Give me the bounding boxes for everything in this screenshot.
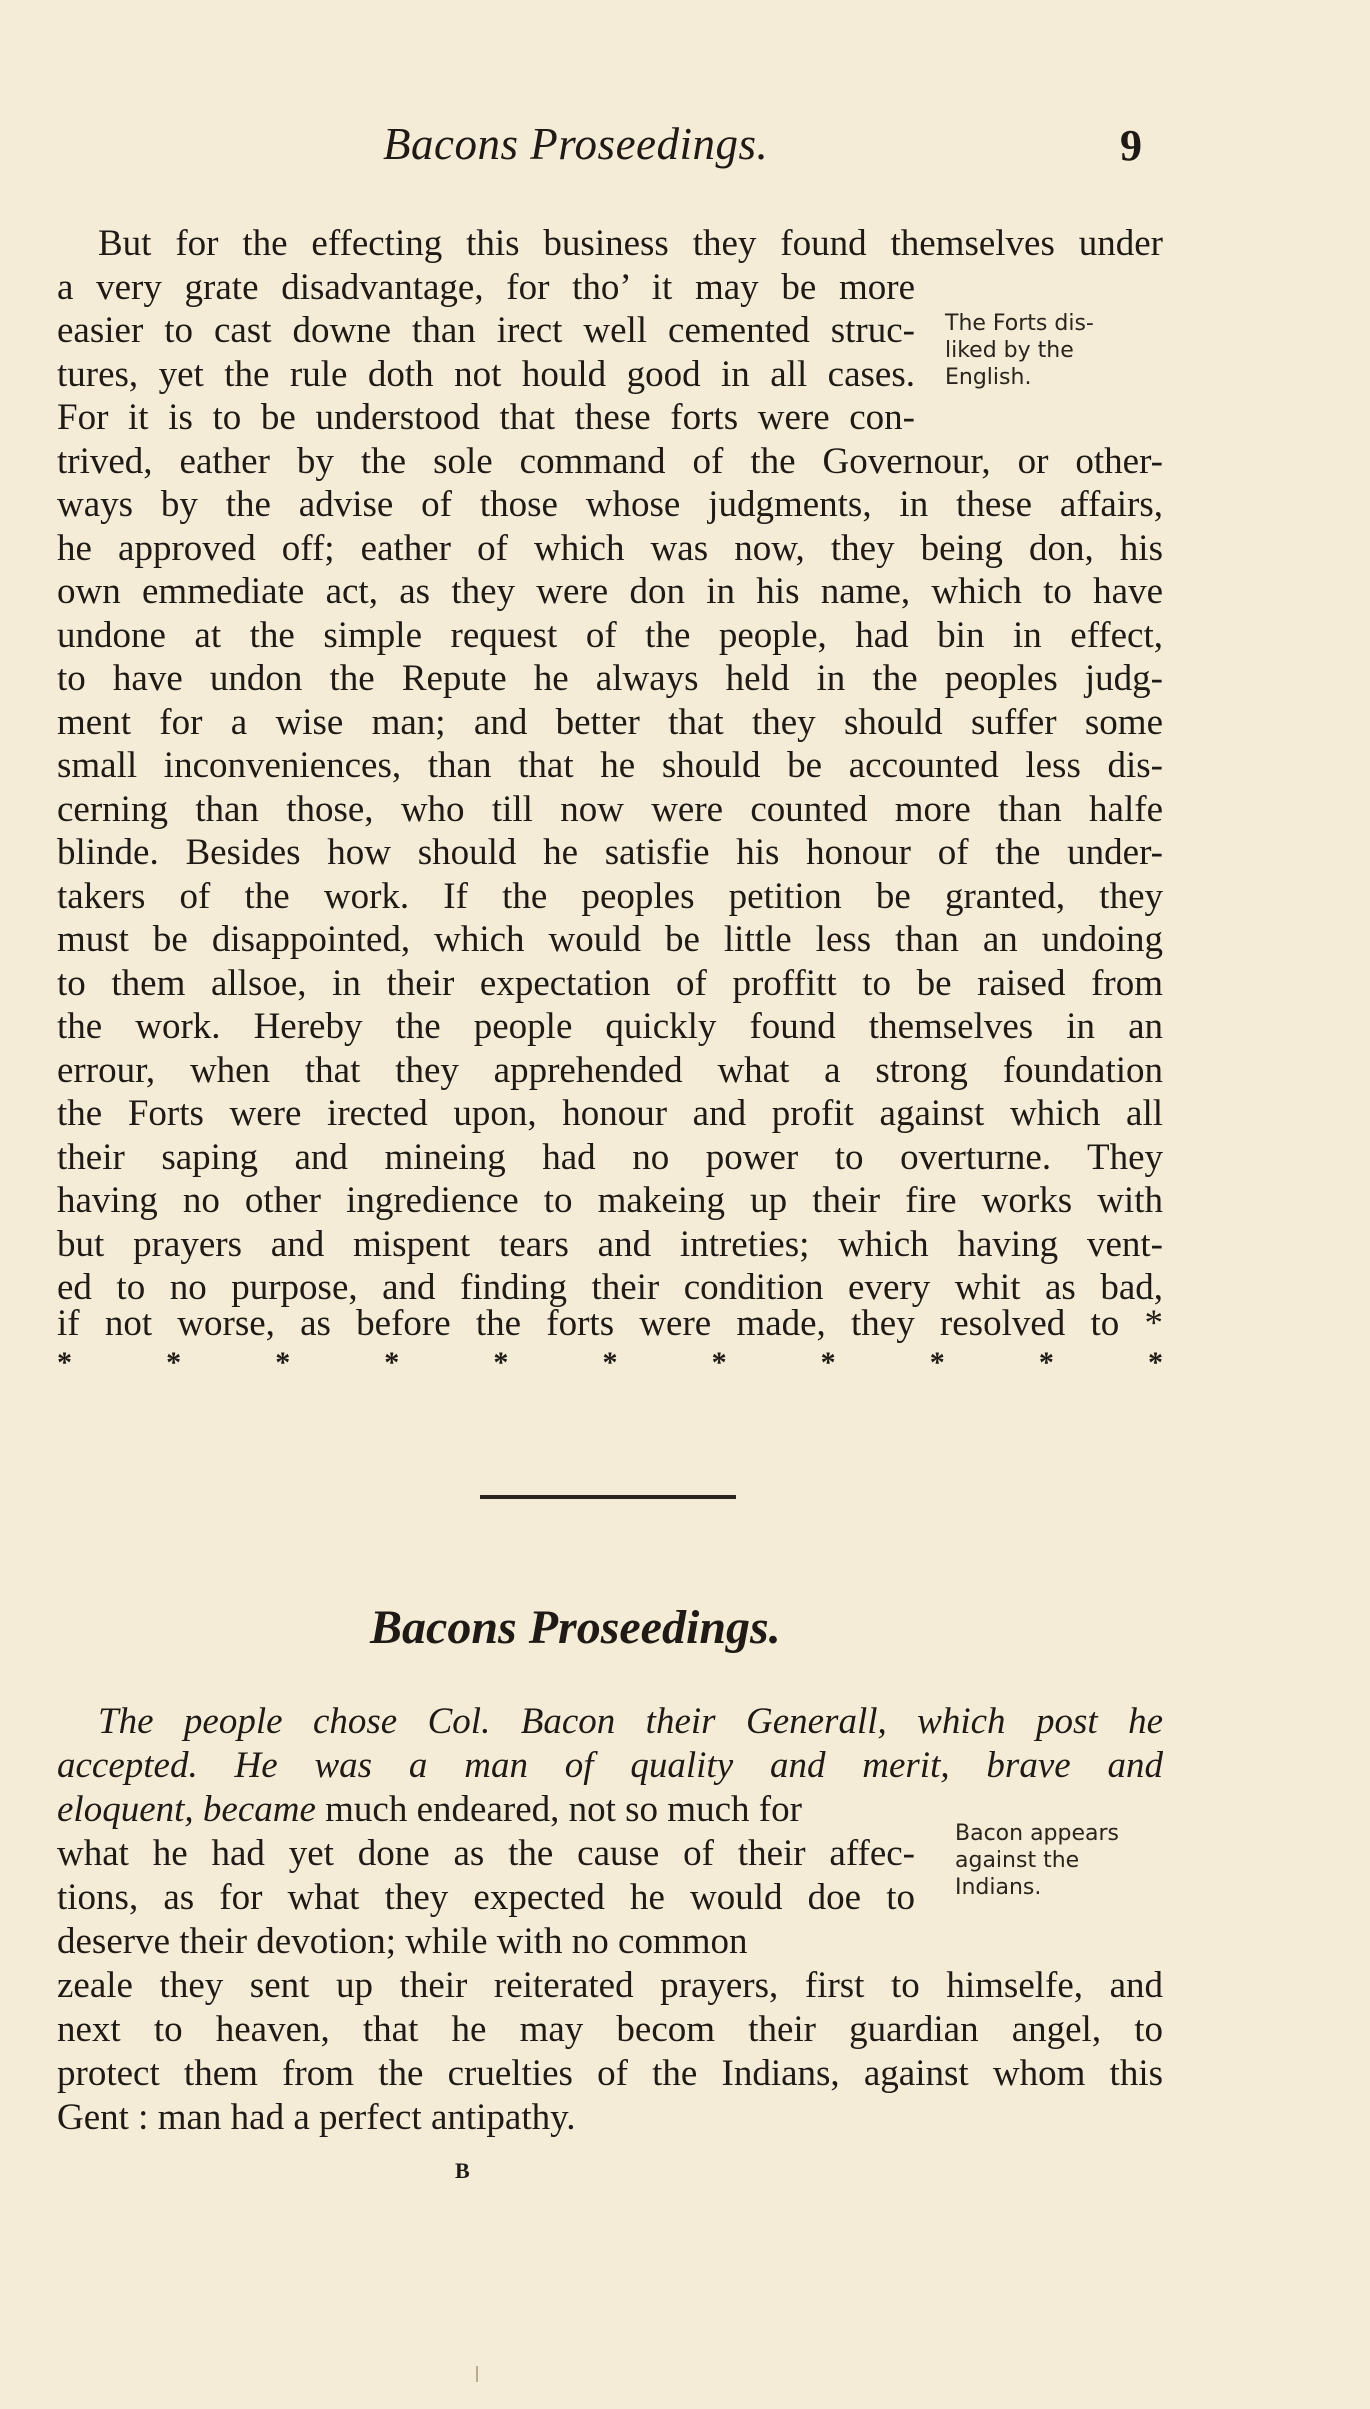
text-line: undone at the simple request of the people, had bin in effect, [57,614,1163,656]
text-line: to have undon the Repute he always held in the peoples judg- [57,658,1163,699]
text-line: tions, as for what they expected he would doe to [57,1877,915,1918]
page-number: 9 [1120,121,1142,170]
marginal-line: Indians. [955,1875,1042,1900]
text-line: he approved off; eather of which was now, they being don, his [57,527,1163,569]
text-line: cerning than those, who till now were counted more than halfe [57,788,1163,830]
text-line: ment for a wise man; and better that they should suffer some [57,701,1163,743]
section-heading: Bacons Proseedings. [370,1601,781,1654]
text-line: zeale they sent up their reiterated prayers, first to himselfe, and [57,1965,1163,2006]
marginal-line: liked by the [945,338,1074,363]
asterisk: * [275,1346,291,1379]
text-line: next to heaven, that he may becom their guardian angel, to [57,2009,1163,2050]
text-line: tures, yet the rule doth not hould good in all cases. [57,353,915,395]
text-line: Gent : man had a perfect antipathy. [57,2097,576,2138]
text-line: must be disappointed, which would be little less than an undoing [57,919,1163,960]
text-line: easier to cast downe than irect well cemented struc- [57,310,915,351]
italic-run: eloquent, became [57,1789,316,1830]
text-line: having no other ingredience to makeing up their fire works with [57,1180,1163,1221]
text-line: accepted. He was a man of quality and merit, brave and [57,1745,1163,1786]
text-line: their saping and mineing had no power to overturne. They [57,1136,1163,1178]
asterisk: * [1147,1346,1163,1379]
roman-run: much endeared, not so much for [315,1789,802,1830]
text-line: own emmediate act, as they were don in his name, which to have [57,571,1163,612]
running-title: Bacons Proseedings. [383,119,769,169]
text-line: errour, when that they apprehended what a strong foundation [57,1049,1163,1091]
marginal-line: English. [945,365,1032,390]
text-line: deserve their devotion; while with no common [57,1921,748,1962]
asterisk: * [57,1346,72,1379]
section-divider [480,1495,736,1499]
asterisk: * [711,1346,727,1379]
marginal-note-forts [945,310,1094,391]
text-line: ways by the advise of those whose judgments, in these affairs, [57,484,1163,525]
text-line: For it is to be understood that these forts were con- [57,397,915,438]
asterisk: * [929,1346,945,1379]
text-line: a very grate disadvantage, for tho’ it may be more [57,266,915,308]
text-line: protect them from the cruelties of the Indians, against whom this [57,2053,1163,2094]
text-line [57,1788,915,1832]
text-line: trived, eather by the sole command of the Governour, or other- [57,440,1163,482]
stray-ink-mark [476,2366,478,2382]
marginal-line: The Forts dis- [945,311,1094,336]
text-line: ed to no purpose, and finding their condition every whit as bad, [57,1267,1163,1308]
text-line: The people chose Col. Bacon their Generall, which post he [98,1701,1163,1742]
marginal-note-bacon [955,1820,1119,1901]
text-line: what he had yet done as the cause of their affec- [57,1833,915,1874]
signature-mark: B [455,2158,471,2183]
text-line: but prayers and mispent tears and intreties; which having vent- [57,1223,1163,1265]
asterisk: * [166,1346,182,1379]
text-line: blinde. Besides how should he satisfie his honour of the under- [57,832,1163,873]
asterisk: * [384,1346,400,1379]
asterisk: * [820,1346,836,1379]
star-row [57,1346,1163,1380]
text-line: the Forts were irected upon, honour and profit against which all [57,1093,1163,1134]
asterisk: * [602,1346,618,1379]
marginal-line: against the [955,1848,1080,1873]
asterisk: * [1038,1346,1054,1379]
marginal-line: Bacon appears [955,1821,1120,1846]
text-line: to them allsoe, in their expectation of proffitt to be raised from [57,962,1163,1004]
asterisk: * [493,1346,509,1379]
text-line: if not worse, as before the forts were made, they resolved to * [57,1303,1163,1344]
text-line: small inconveniences, than that he should be accounted less dis- [57,745,1163,786]
text-line: But for the effecting this business they found themselves under [98,223,1163,264]
text-line: takers of the work. If the peoples petition be granted, they [57,875,1163,917]
text-line: the work. Hereby the people quickly found themselves in an [57,1006,1163,1047]
